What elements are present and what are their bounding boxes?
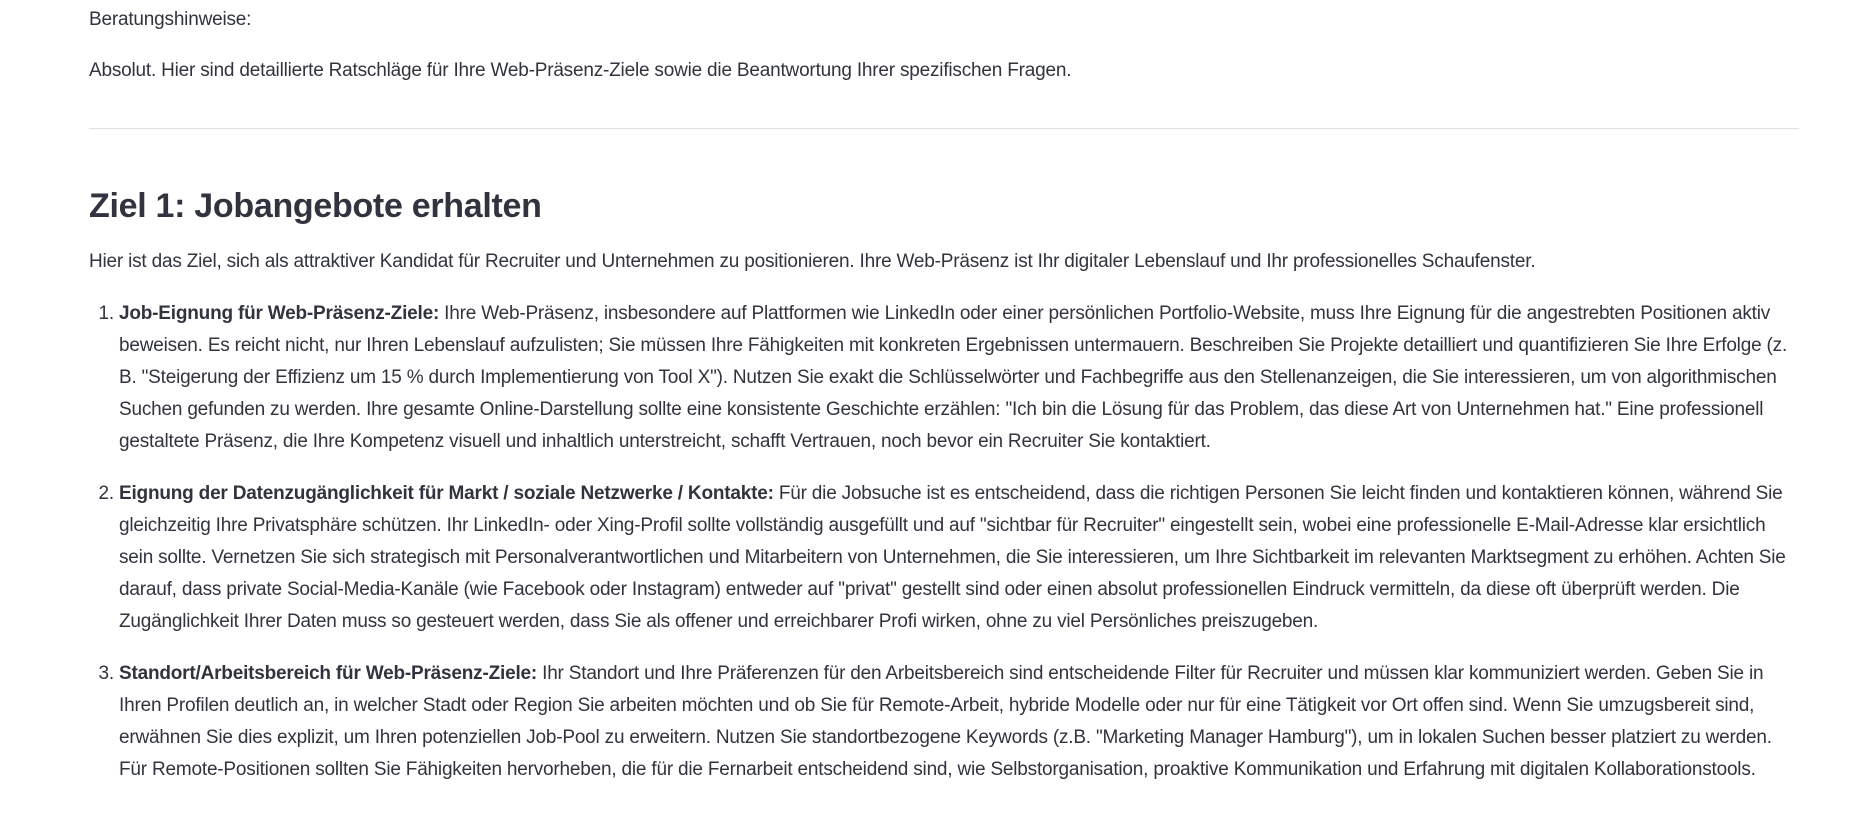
advice-header-label: Beratungshinweise:: [89, 9, 252, 30]
list-item-text: Ihr Standort und Ihre Präferenzen für den Arbeitsbereich sind entscheidende Filter für Recruiter und müssen klar kommuniziert werden. Geben Sie in Ihren Profilen deutlich an, in welcher Stadt oder Region Sie arbeiten möchten und ob Sie für Remote-Arbeit, hybride Modelle oder nur für eine Tätigkeit vor Ort offen sind. Wenn Sie umzugsbereit sind, erwähnen Sie dies explizit, um Ihren potenziellen Job-Pool zu erweitern. Nutzen Sie standortbezogene Keywords (z.B. "Marketing Manager Hamburg"), um in lokalen Suchen besser platziert zu werden. Für Remote-Positionen sollten Sie Fähigkeiten hervorheben, die für die Fernarbeit entscheidend sind, wie Selbstorganisation, proaktive Kommunikation und Erfahrung mit digitalen Kollaborationstools.: [119, 663, 1772, 780]
list-item: [119, 298, 1799, 458]
list-item-label: Eignung der Datenzugänglichkeit für Markt / soziale Netzwerke / Kontakte:: [119, 483, 774, 504]
list-item-text: Ihre Web-Präsenz, insbesondere auf Plattformen wie LinkedIn oder einer persönlichen Portfolio-Website, muss Ihre Eignung für die angestrebten Positionen aktiv beweisen. Es reicht nicht, nur Ihren Lebenslauf aufzulisten; Sie müssen Ihre Fähigkeiten mit konkreten Ergebnissen untermauern. Beschreiben Sie Projekte detailliert und quantifizieren Sie Ihre Erfolge (z. B. "Steigerung der Effizienz um 15 % durch Implementierung von Tool X"). Nutzen Sie exakt die Schlüsselwörter und Fachbegriffe aus den Stellenanzeigen, die Sie interessieren, um von algorithmischen Suchen gefunden zu werden. Ihre gesamte Online-Darstellung sollte eine konsistente Geschichte erzählen: "Ich bin die Lösung für das Problem, das diese Art von Unternehmen hat." Eine professionell gestaltete Präsenz, die Ihre Kompetenz visuell und inhaltlich unterstreicht, schafft Vertrauen, noch bevor ein Recruiter Sie kontaktiert.: [119, 303, 1788, 452]
goal-1-description: Hier ist das Ziel, sich als attraktiver Kandidat für Recruiter und Unternehmen zu positionieren. Ihre Web-Präsenz ist Ihr digitaler Lebenslauf und Ihr professionelles Schaufenster.: [89, 251, 1536, 272]
list-item: [119, 478, 1799, 638]
goal-1-heading: Ziel 1: Jobangebote erhalten: [89, 187, 542, 225]
intro-paragraph: Absolut. Hier sind detaillierte Ratschläge für Ihre Web-Präsenz-Ziele sowie die Beantwortung Ihrer spezifischen Fragen.: [89, 60, 1072, 81]
list-item-label: Standort/Arbeitsbereich für Web-Präsenz-Ziele:: [119, 663, 538, 684]
list-item-text: Für die Jobsuche ist es entscheidend, dass die richtigen Personen Sie leicht finden und kontaktieren können, während Sie gleichzeitig Ihre Privatsphäre schützen. Ihr LinkedIn- oder Xing-Profil sollte vollständig ausgefüllt und auf "sichtbar für Recruiter" eingestellt sein, wobei eine professionelle E-Mail-Adresse klar ersichtlich sein sollte. Vernetzen Sie sich strategisch mit Personalverantwortlichen und Mitarbeitern von Unternehmen, die Sie interessieren, um Ihre Sichtbarkeit im relevanten Marktsegment zu erhöhen. Achten Sie darauf, dass private Social-Media-Kanäle (wie Facebook oder Instagram) entweder auf "privat" gestellt sind oder einen absolut professionellen Eindruck vermitteln, da diese oft überprüft werden. Die Zugänglichkeit Ihrer Daten muss so gesteuert werden, dass Sie als offener und erreichbarer Profi wirken, ohne zu viel Persönliches preiszugeben.: [119, 483, 1786, 632]
section-divider: [89, 128, 1799, 129]
list-item-label: Job-Eignung für Web-Präsenz-Ziele:: [119, 303, 440, 324]
goal-1-advice-list: [89, 298, 1799, 806]
list-item: [119, 658, 1799, 786]
